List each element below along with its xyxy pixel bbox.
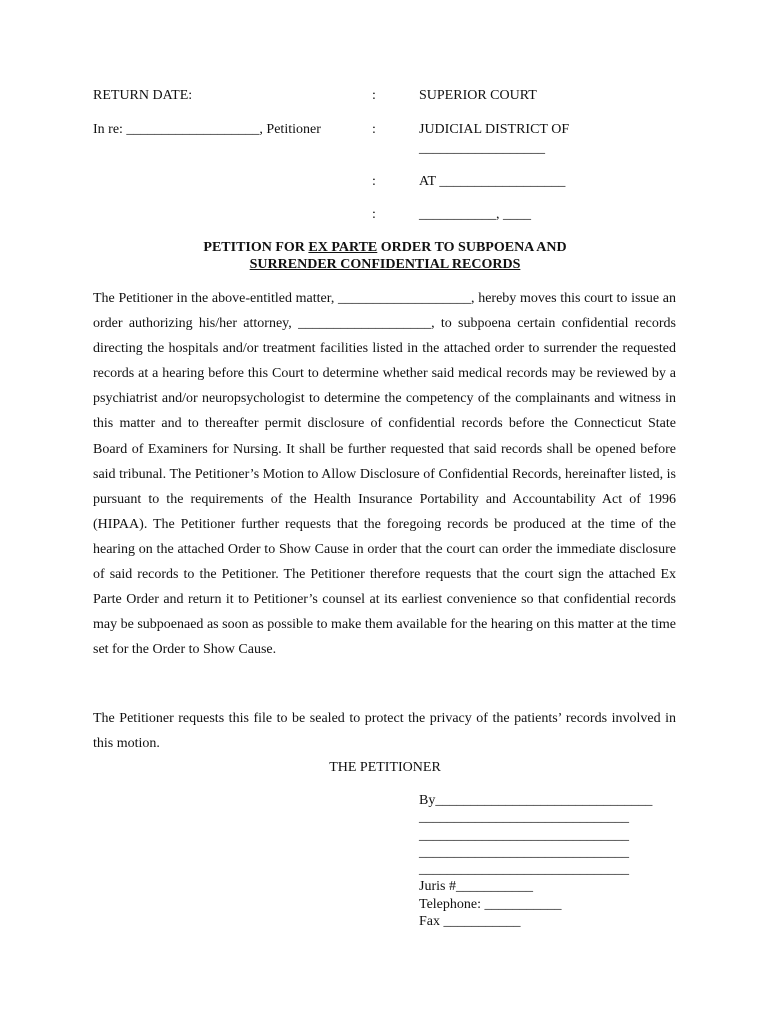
title-text: PETITION FOR <box>203 240 309 255</box>
judicial-district-label: JUDICIAL DISTRICT OF <box>419 122 570 137</box>
fax-line: Fax ___________ <box>419 914 521 930</box>
title-line-2 <box>93 256 677 273</box>
signature-blank-line: ______________________________ <box>419 810 629 826</box>
juris-number-line: Juris #___________ <box>419 879 533 895</box>
caption-colon: : <box>372 122 376 137</box>
signature-heading: THE PETITIONER <box>329 760 441 775</box>
telephone-line: Telephone: ___________ <box>419 896 562 912</box>
signature-blank-line: ______________________________ <box>419 862 629 878</box>
title-underlined-text: SURRENDER CONFIDENTIAL RECORDS <box>249 257 521 272</box>
signature-block <box>419 792 652 930</box>
court-name: SUPERIOR COURT <box>419 88 537 103</box>
signature-blank-line: ______________________________ <box>419 844 629 860</box>
title-text: ORDER TO SUBPOENA AND <box>377 240 567 255</box>
at-location-blank: AT __________________ <box>419 174 566 189</box>
title-underlined-text: EX PARTE <box>308 240 378 255</box>
body-paragraph-2: The Petitioner requests this file to be sealed to protect the privacy of the patients’ records involved in this motion. <box>93 711 676 752</box>
body-paragraph-1: The Petitioner in the above-entitled matter, ___________________, hereby moves this court to issue an order authorizing his/her attorney, ___________________, to subpoena certain confidential records directing the hospitals and/or treatment facilities listed in the attached order to surrender the requested records at a hearing before this Court to determine whether said medical records may be reviewed by a psychiatrist and/or neuropsychologist to determine the competency of the complainants and witness in this matter and to thereafter permit disclosure of confidential records before the Connecticut State Board of Examiners for Nursing. It shall be further requested that said records shall be opened before said tribunal. The Petitioner’s Motion to Allow Disclosure of Confidential Records, hereinafter listed, is pursuant to the requirements of the Health Insurance Portability and Accountability Act of 1996 (HIPAA). The Petitioner further requests that the foregoing records be produced at the time of the hearing on the attached Order to Show Cause in order that the court can order the immediate disclosure of said records to the Petitioner. The Petitioner therefore requests that the court sign the attached Ex Parte Order and return it to Petitioner’s counsel at its earliest convenience so that confidential records may be subpoenaed as soon as possible to make them available for the hearing on this matter at the time set for the Order to Show Cause. <box>93 291 676 658</box>
in-re-petitioner: In re: ___________________, Petitioner <box>93 122 321 137</box>
return-date-label: RETURN DATE: <box>93 88 193 103</box>
title-line-1 <box>93 239 677 256</box>
document-title <box>93 239 677 273</box>
judicial-district-blank: __________________ <box>419 141 545 156</box>
signature-blank-line: ______________________________ <box>419 827 629 843</box>
signature-by-line: By_______________________________ <box>419 793 653 808</box>
caption-colon: : <box>372 174 376 189</box>
caption-colon: : <box>372 207 376 222</box>
date-blank: ___________, ____ <box>419 207 531 222</box>
caption-colon: : <box>372 88 376 103</box>
